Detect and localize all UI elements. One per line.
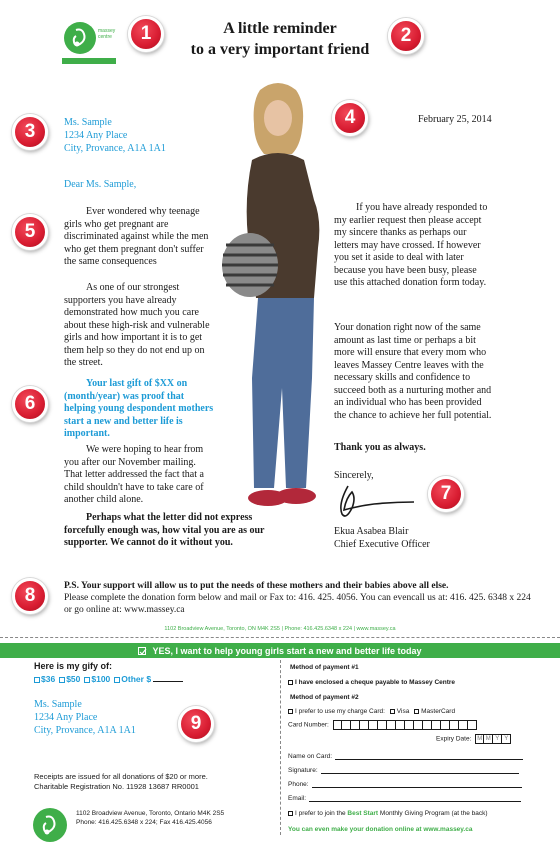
- footer-contact-line: 1102 Broadview Avenue, Toronto, ON M4K 2S5 | Phone: 416.425.6348 x 224 | www.massey.ca: [164, 626, 396, 632]
- sincerely-line: Sincerely,: [334, 470, 374, 481]
- signer-title: Chief Executive Officer: [334, 539, 430, 550]
- form-recipient-city: City, Provance, A1A 1A1: [34, 725, 136, 736]
- bottom-address-line-2: Phone: 416.425.6348 x 224; Fax 416.425.4056: [76, 818, 212, 826]
- recipient-name: Ms. Sample: [64, 117, 112, 128]
- visa-option[interactable]: Visa: [390, 708, 410, 715]
- card-number-field[interactable]: [333, 720, 477, 730]
- card-number-row: [288, 720, 477, 730]
- gift-options: [34, 674, 183, 684]
- right-paragraph-2: Your donation right now of the same amount as last time or perhaps a bit more will ensure that every mom who leaves Massey Centre leaves with the necessary skills and confidence to succeed both as a nurturing mother and an individual who has been provided the chance to achieve her full potential.: [334, 322, 492, 421]
- donation-form-banner: [0, 643, 560, 658]
- payment1-title: Method of payment #1: [290, 664, 359, 671]
- ps-bold-line: P.S. Your support will allow us to put the needs of these mothers and their babies above all else.: [64, 581, 449, 591]
- bottom-address: [76, 810, 224, 827]
- phone-label: Phone:: [288, 781, 309, 788]
- ps-text: Please complete the donation form below and mail or Fax to: 416. 425. 4056. You can evencall us at: 416. 425. 6348 x 224 or go online at: www.massey.ca: [64, 593, 531, 615]
- expiry-label: Expiry Date:: [436, 735, 472, 743]
- salutation: Dear Ms. Sample,: [64, 179, 137, 190]
- expiry-row: [436, 734, 511, 744]
- monthly-giving-option[interactable]: I prefer to join the Best Start Monthly Giving Program (at the back): [288, 810, 488, 817]
- badge-2: 2: [388, 18, 424, 54]
- title-line-2: to a very important friend: [190, 41, 370, 58]
- thank-you-line: Thank you as always.: [334, 442, 426, 453]
- postscript: [64, 580, 534, 616]
- recipient-city: City, Provance, A1A 1A1: [64, 143, 166, 154]
- phone-field[interactable]: [312, 780, 522, 788]
- gift-option-100[interactable]: $100: [84, 674, 110, 684]
- letter-title: [170, 18, 390, 60]
- checkbox-icon: [390, 709, 395, 714]
- checkbox-icon: [288, 680, 293, 685]
- left-paragraph-5: Perhaps what the letter did not express forcefully enough was, how vital you are as our supporter. We cannot do it without you.: [64, 512, 265, 548]
- online-donation-note: You can even make your donation online at www.massey.ca: [288, 826, 473, 833]
- signature-label: Signature:: [288, 767, 318, 774]
- right-paragraph-1: If you have already responded to my earlier request then please accept my sincere thanks as perhaps our letters may have crossed. If however you set it aside to deal with later because you have been busy, please use this attached donation form today.: [334, 202, 488, 288]
- title-line-1: A little reminder: [223, 20, 337, 37]
- left-paragraph-3-last-gift: Your last gift of $XX on (month/year) was proof that helping young despondent mothers start a new and better life is important.: [64, 378, 214, 439]
- logo-text: massey centre: [98, 28, 116, 40]
- form-recipient-name: Ms. Sample: [34, 699, 82, 710]
- signature-field[interactable]: [321, 766, 519, 774]
- checkmark-box-icon: [138, 647, 146, 655]
- checkbox-icon: [288, 811, 293, 816]
- gift-option-other[interactable]: Other $: [114, 674, 183, 684]
- checkbox-icon: [59, 677, 65, 683]
- left-paragraph-1: Ever wondered why teenage girls who get pregnant are discriminated against while the men who get them pregnant don't suffer the same consequences: [64, 206, 209, 267]
- other-amount-field[interactable]: [153, 681, 183, 682]
- email-row: [288, 794, 521, 802]
- pregnant-girl-photo: [212, 80, 342, 520]
- payment2-option: [288, 708, 455, 715]
- cut-line: [0, 637, 560, 638]
- gift-option-36[interactable]: $36: [34, 674, 55, 684]
- phone-row: [288, 780, 522, 788]
- left-paragraph-4: We were hoping to hear from you after our November mailing. That letter addressed the fact that a child shouldn't have to take care of another child alone.: [64, 444, 204, 505]
- badge-8: 8: [12, 578, 48, 614]
- mastercard-option[interactable]: MasterCard: [414, 708, 455, 715]
- payment2-title: Method of payment #2: [290, 694, 359, 701]
- recipient-street: 1234 Any Place: [64, 130, 128, 141]
- checkbox-icon: [414, 709, 419, 714]
- badge-4: 4: [332, 100, 368, 136]
- expiry-field[interactable]: M M Y Y: [475, 734, 511, 744]
- payment1-option[interactable]: I have enclosed a cheque payable to Massey Centre: [288, 679, 455, 686]
- logo-tagline-bar: [62, 58, 116, 64]
- form-recipient-address: [34, 698, 136, 737]
- badge-5: 5: [12, 214, 48, 250]
- charge-card-option[interactable]: I prefer to use my charge Card:: [288, 708, 385, 715]
- badge-3: 3: [12, 114, 48, 150]
- badge-1: 1: [128, 16, 164, 52]
- massey-centre-logo: [60, 22, 116, 66]
- email-field[interactable]: [309, 794, 521, 802]
- badge-6: 6: [12, 386, 48, 422]
- checkbox-icon: [288, 709, 293, 714]
- email-label: Email:: [288, 795, 307, 802]
- form-recipient-street: 1234 Any Place: [34, 712, 98, 723]
- form-divider: [280, 660, 281, 835]
- name-on-card-label: Name on Card:: [288, 753, 333, 760]
- checkbox-icon: [84, 677, 90, 683]
- letter-date: February 25, 2014: [418, 114, 492, 125]
- name-on-card-row: [288, 752, 523, 760]
- badge-9: 9: [178, 706, 214, 742]
- receipt-info: [34, 772, 208, 792]
- card-number-label: Card Number:: [288, 721, 329, 729]
- gift-option-50[interactable]: $50: [59, 674, 80, 684]
- recipient-address: [64, 116, 166, 155]
- left-paragraph-2: As one of our strongest supporters you have already demonstrated how much you care about these high-risk and vulnerable girls and how important it is to get them help so they do not end up on the street.: [64, 282, 210, 368]
- signer-name: Ekua Asabea Blair: [334, 526, 409, 537]
- receipt-line-1: Receipts are issued for all donations of $20 or more.: [34, 772, 208, 781]
- signature-image: [330, 480, 420, 525]
- bottom-logo-icon: [33, 808, 67, 842]
- bottom-address-line-1: 1102 Broadview Avenue, Toronto, Ontario M4K 2S5: [76, 810, 225, 817]
- badge-7: 7: [428, 476, 464, 512]
- gift-title: Here is my gify of:: [34, 661, 113, 671]
- banner-text: YES, I want to help young girls start a new and better life today: [152, 645, 422, 656]
- name-on-card-field[interactable]: [335, 752, 523, 760]
- logo-mark-icon: [64, 22, 96, 54]
- checkbox-icon: [34, 677, 40, 683]
- signature-row: [288, 766, 519, 774]
- receipt-line-2: Charitable Registration No. 11928 13687 RR0001: [34, 782, 199, 791]
- checkbox-icon: [114, 677, 120, 683]
